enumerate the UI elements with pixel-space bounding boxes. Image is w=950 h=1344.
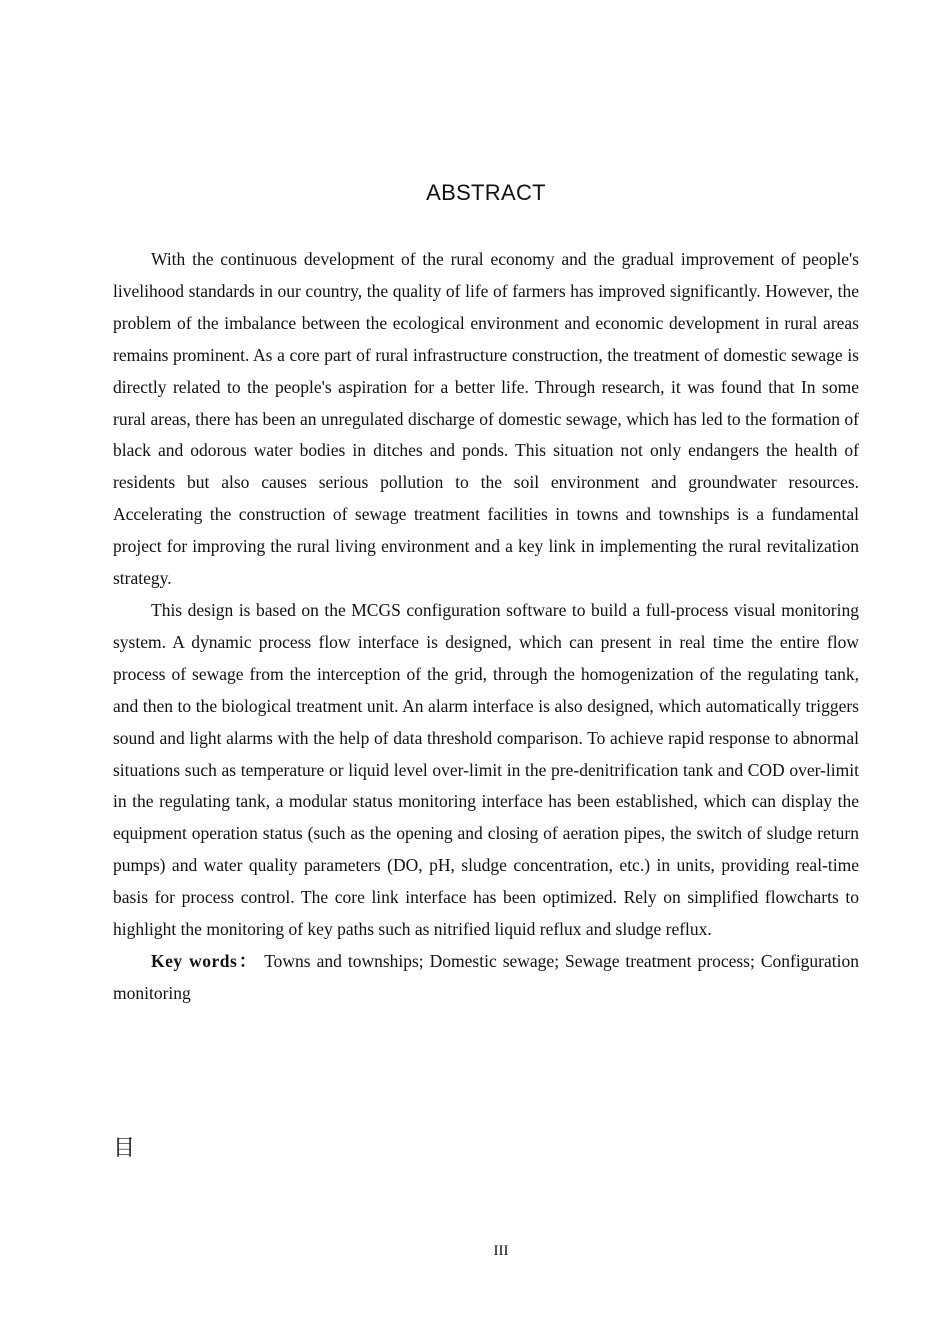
abstract-paragraph-1: With the continuous development of the rural economy and the gradual improvement of people's livelihood standards in our country, the quality of life of farmers has improved significantly. However, the problem of the imbalance between the ecological environment and economic development in rural areas remains prominent. As a core part of rural infrastructure construction, the treatment of domestic sewage is directly related to the people's aspiration for a better life. Through research, it was found that In some rural areas, there has been an unregulated discharge of domestic sewage, which has led to the formation of black and odorous water bodies in ditches and ponds. This situation not only endangers the health of residents but also causes serious pollution to the soil environment and groundwater resources. Accelerating the construction of sewage treatment facilities in towns and townships is a fundamental project for improving the rural living environment and a key link in implementing the rural revitalization strategy. [113, 249, 859, 589]
keywords-text: Towns and townships; Domestic sewage; Sewage treatment process; Configuration monitoring [113, 950, 859, 1003]
page-number: III [493, 1243, 509, 1259]
abstract-paragraph-2: This design is based on the MCGS configuration software to build a full-process visual monitoring system. A dynamic process flow interface is designed, which can present in real time the entire flow process of sewage from the interception of the grid, through the homogenization of the regulating tank, and then to the biological treatment unit. An alarm interface is also designed, which automatically triggers sound and light alarms with the help of data threshold comparison. To achieve rapid response to abnormal situations such as temperature or liquid level over-limit in the pre-denitrification tank and COD over-limit in the regulating tank, a modular status monitoring interface has been established, which can display the equipment operation status (such as the opening and closing of aeration pipes, the switch of sludge return pumps) and water quality parameters (DO, pH, sludge concentration, etc.) in units, providing real-time basis for process control. The core link interface has been optimized. Rely on simplified flowcharts to highlight the monitoring of key paths such as nitrified liquid reflux and sludge reflux. [113, 599, 859, 940]
abstract-body [113, 244, 859, 1010]
toc-heading-fragment: 目 [113, 1136, 136, 1161]
keywords-label: Key words： [151, 950, 259, 971]
keywords-line [113, 946, 859, 1010]
abstract-title: ABSTRACT [426, 180, 546, 205]
